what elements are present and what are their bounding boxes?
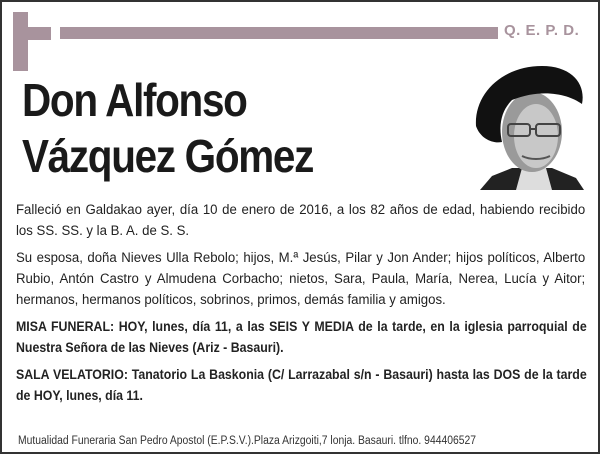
cross-icon — [13, 12, 28, 71]
name-line-2: Vázquez Gómez — [22, 130, 314, 182]
funeral-paragraph: MISA FUNERAL: HOY, lunes, día 11, a las SEIS Y MEDIA de la tarde, en la iglesia parroquial de Nuestra Señora de las Nieves (Ariz - Basauri). — [16, 319, 587, 356]
obituary-body — [16, 200, 586, 413]
deceased-name — [22, 72, 313, 184]
wake-paragraph: SALA VELATORIO: Tanatorio La Baskonia (C/ Larrazabal s/n - Basauri) hasta las DOS de la tarde de HOY, lunes, día 11. — [16, 367, 587, 404]
funeral-home-footer: Mutualidad Funeraria San Pedro Apostol (E.P.S.V.).Plaza Arizgoiti,7 lonja. Basauri. tlfno. 944406527 — [18, 435, 476, 447]
death-paragraph: Falleció en Galdakao ayer, día 10 de enero de 2016, a los 82 años de edad, habiendo recibido los SS. SS. y la B. A. de S. S. — [16, 202, 586, 239]
header-rule — [60, 27, 498, 39]
name-line-1: Don Alfonso — [22, 74, 247, 126]
qepd-label: Q. E. P. D. — [504, 22, 580, 39]
portrait-photo — [472, 64, 586, 190]
family-paragraph: Su esposa, doña Nieves Ulla Rebolo; hijos, M.ª Jesús, Pilar y Jon Ander; hijos políticos, Alberto Rubio, Antón Castro y Almudena Corbacho; nietos, Sara, Paula, María, Nerea, Lucía y Aitor; hermanos, hermanos políticos, sobrinos, primos, demás familia y amigos. — [16, 250, 586, 308]
cross-icon-arm — [13, 27, 51, 40]
